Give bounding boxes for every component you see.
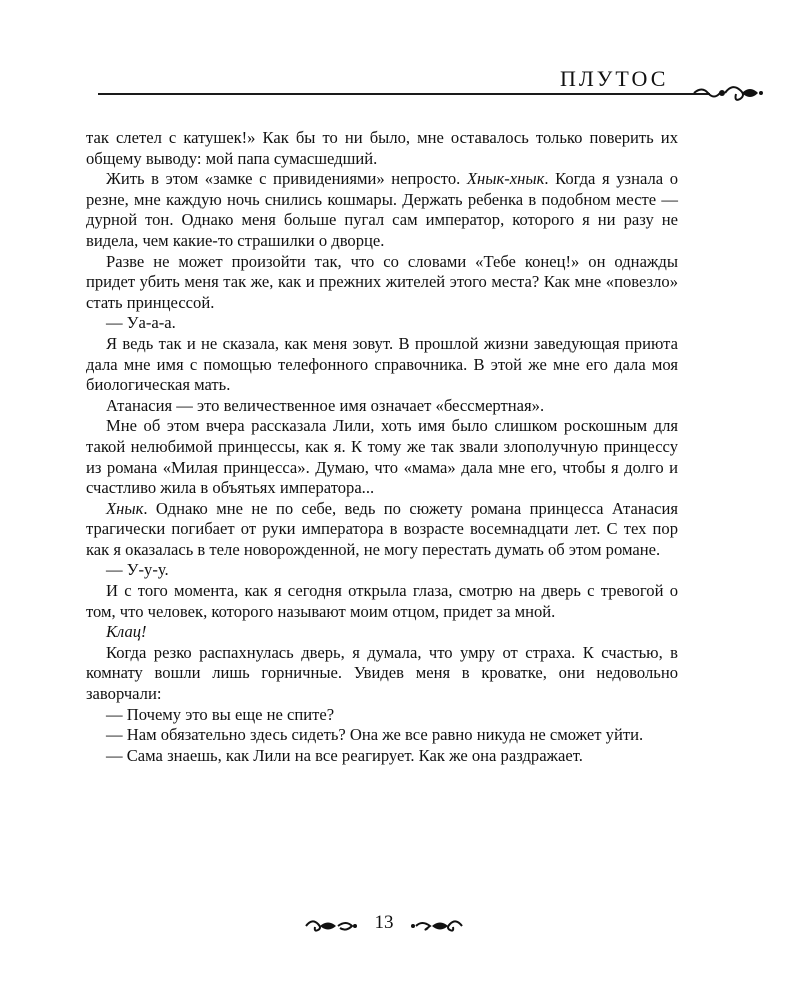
running-header — [0, 60, 800, 110]
italic-span: Хнык-хнык — [466, 169, 545, 189]
dialogue-line: — Уа-а-а. — [106, 313, 176, 333]
header-rule — [98, 93, 710, 95]
paragraph — [86, 169, 678, 251]
body-text — [86, 128, 678, 766]
paragraph: Я ведь так и не сказала, как меня зовут. В прошлой жизни заведующая приюта дала мне имя с помощью телефонного справочника. В этой же мне его дала моя биологическая мать. — [86, 333, 678, 395]
dialogue-line: — Почему это вы еще не спите? — [106, 704, 335, 724]
paragraph: И с того момента, как я сегодня открыла глаза, смотрю на дверь с тревогой о том, что человек, которого называют моим отцом, придет за мной. — [86, 581, 678, 621]
dialogue-line: — У-у-у. — [106, 560, 169, 580]
page-number: 13 — [374, 912, 394, 933]
flourish-left-icon — [304, 915, 358, 937]
page-footer — [0, 912, 800, 942]
text-span: . Однако мне не по себе, ведь по сюжету романа принцесса Атанасия трагически погибает от руки императора в возрасте восемнадцати лет. С тех пор как я оказалась в теле новорожденной, не могу перестать думать об этом романе. — [86, 498, 678, 559]
paragraph: Разве не может произойти так, что со словами «Тебе конец!» он однажды придет убить меня так же, как и прежних жителей этого места? Как мне «повезло» стать принцессой. — [86, 251, 678, 312]
dialogue-line: — Нам обязательно здесь сидеть? Она же все равно никуда не сможет уйти. — [106, 725, 644, 745]
italic-span: Хнык — [106, 498, 144, 518]
paragraph — [86, 622, 678, 643]
flourish-ornament-icon — [692, 78, 764, 108]
paragraph — [86, 499, 678, 561]
paragraph: Когда резко распахнулась дверь, я думала, что умру от страха. К счастью, в комнату вошли лишь горничные. Увидев меня в кроватке, они недовольно заворчали: — [86, 642, 678, 704]
italic-span: Клац! — [106, 622, 147, 642]
flourish-right-icon — [410, 915, 464, 937]
running-title: ПЛУТОС — [560, 66, 669, 91]
paragraph: Мне об этом вчера рассказала Лили, хоть имя было слишком роскошным для такой нелюбимой принцессы, как я. К тому же так звали злополучную принцессу из романа «Милая принцесса». Думаю, что «мама» дала мне его, чтобы я долго и счастливо жила в объятьях императора... — [86, 416, 678, 498]
paragraph: Атанасия — это величественное имя означает «бессмертная». — [106, 395, 545, 415]
paragraph: так слетел с катушек!» Как бы то ни было, мне оставалось только поверить их общему выводу: мой папа сумасшедший. — [86, 128, 678, 168]
text-span: . Когда я узнала о резне, мне каждую ночь снились кошмары. Держать ребенка в подобном месте — дурной тон. Однако меня больше пугал сам император, которого я ни разу не видела, чем какие-то страшилки о дворце. — [86, 169, 678, 250]
text-span: Жить в этом «замке с привидениями» непросто. — [106, 169, 467, 189]
dialogue-line: — Сама знаешь, как Лили на все реагирует. Как же она раздражает. — [106, 745, 583, 765]
